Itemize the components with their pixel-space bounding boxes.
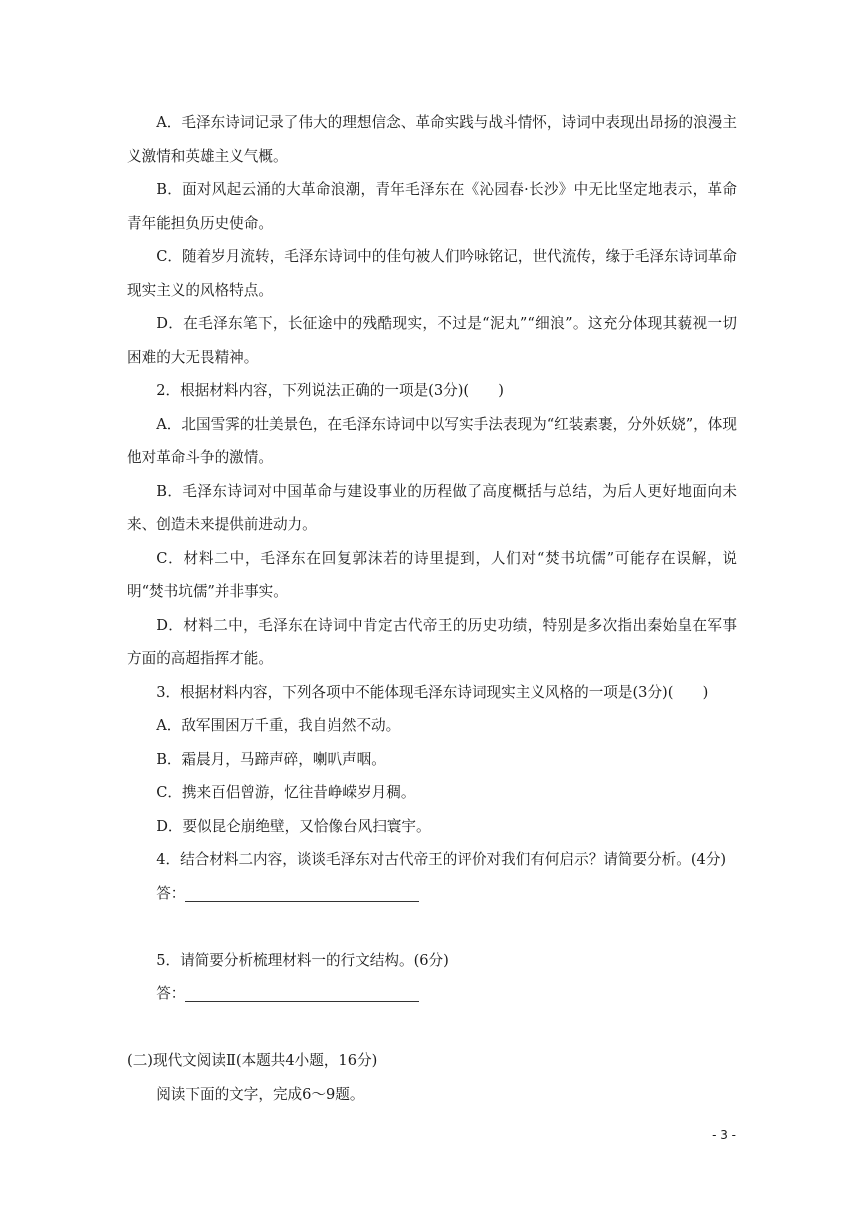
q3-option-c: C．携来百侣曾游，忆往昔峥嵘岁月稠。 [156, 784, 416, 801]
spacer [127, 1011, 737, 1045]
q2-stem: 2．根据材料内容，下列说法正确的一项是(3分)( ) [156, 382, 505, 399]
q1-option-b: B．面对风起云涌的大革命浪潮，青年毛泽东在《沁园春·长沙》中无比坚定地表示，革命青年能担负历史使命。 [127, 181, 737, 232]
q1-option-c: C．随着岁月流转，毛泽东诗词中的佳句被人们吟咏铭记，世代流传，缘于毛泽东诗词革命现实主义的风格特点。 [127, 248, 737, 299]
section-instruction: 阅读下面的文字，完成6～9题。 [156, 1085, 365, 1103]
section-title: (二)现代文阅读Ⅱ(本题共4小题，16分) [127, 1052, 378, 1069]
q2-option-b: B．毛泽东诗词对中国革命与建设事业的历程做了高度概括与总结，为后人更好地面向未来、创造未来提供前进动力。 [127, 482, 737, 533]
q3-option-d: D．要似昆仑崩绝壁，又恰像台风扫寰宇。 [156, 817, 431, 835]
q5-answer-line [127, 977, 737, 1011]
q2-option-a: A．北国雪霁的壮美景色，在毛泽东诗词中以写实手法表现为“红装素裹，分外妖娆”，体现他对革命斗争的激情。 [127, 415, 737, 466]
q5-answer-label: 答： [156, 985, 186, 1002]
q4-answer-line [127, 877, 737, 911]
q1-option-d: D．在毛泽东笔下，长征途中的残酷现实，不过是“泥丸”“细浪”。这充分体现其藐视一切困难的大无畏精神。 [127, 315, 737, 366]
spacer [127, 910, 737, 944]
q4-answer-blank[interactable] [185, 887, 419, 902]
q4-answer-label: 答： [156, 884, 186, 902]
q3-option-a: A．敌军围困万千重，我自岿然不动。 [156, 717, 401, 734]
q3-option-b: B．霜晨月，马蹄声碎，喇叭声咽。 [156, 750, 386, 768]
page-content [127, 106, 737, 1111]
q5-stem: 5．请简要分析梳理材料一的行文结构。(6分) [156, 951, 449, 969]
q4-stem: 4．结合材料二内容，谈谈毛泽东对古代帝王的评价对我们有何启示？请简要分析。(4分) [156, 851, 727, 868]
q3-stem: 3．根据材料内容，下列各项中不能体现毛泽东诗词现实主义风格的一项是(3分)( ) [156, 683, 709, 701]
q2-option-c: C．材料二中，毛泽东在回复郭沫若的诗里提到，人们对“焚书坑儒”可能存在误解，说明“焚书坑儒”并非事实。 [127, 549, 737, 600]
q2-option-d: D．材料二中，毛泽东在诗词中肯定古代帝王的历史功绩，特别是多次指出秦始皇在军事方面的高超指挥才能。 [127, 616, 737, 667]
q1-option-a: A．毛泽东诗词记录了伟大的理想信念、革命实践与战斗情怀，诗词中表现出昂扬的浪漫主义激情和英雄主义气概。 [127, 114, 737, 165]
page-number: - 3 - [712, 1128, 736, 1142]
q5-answer-blank[interactable] [185, 987, 419, 1002]
